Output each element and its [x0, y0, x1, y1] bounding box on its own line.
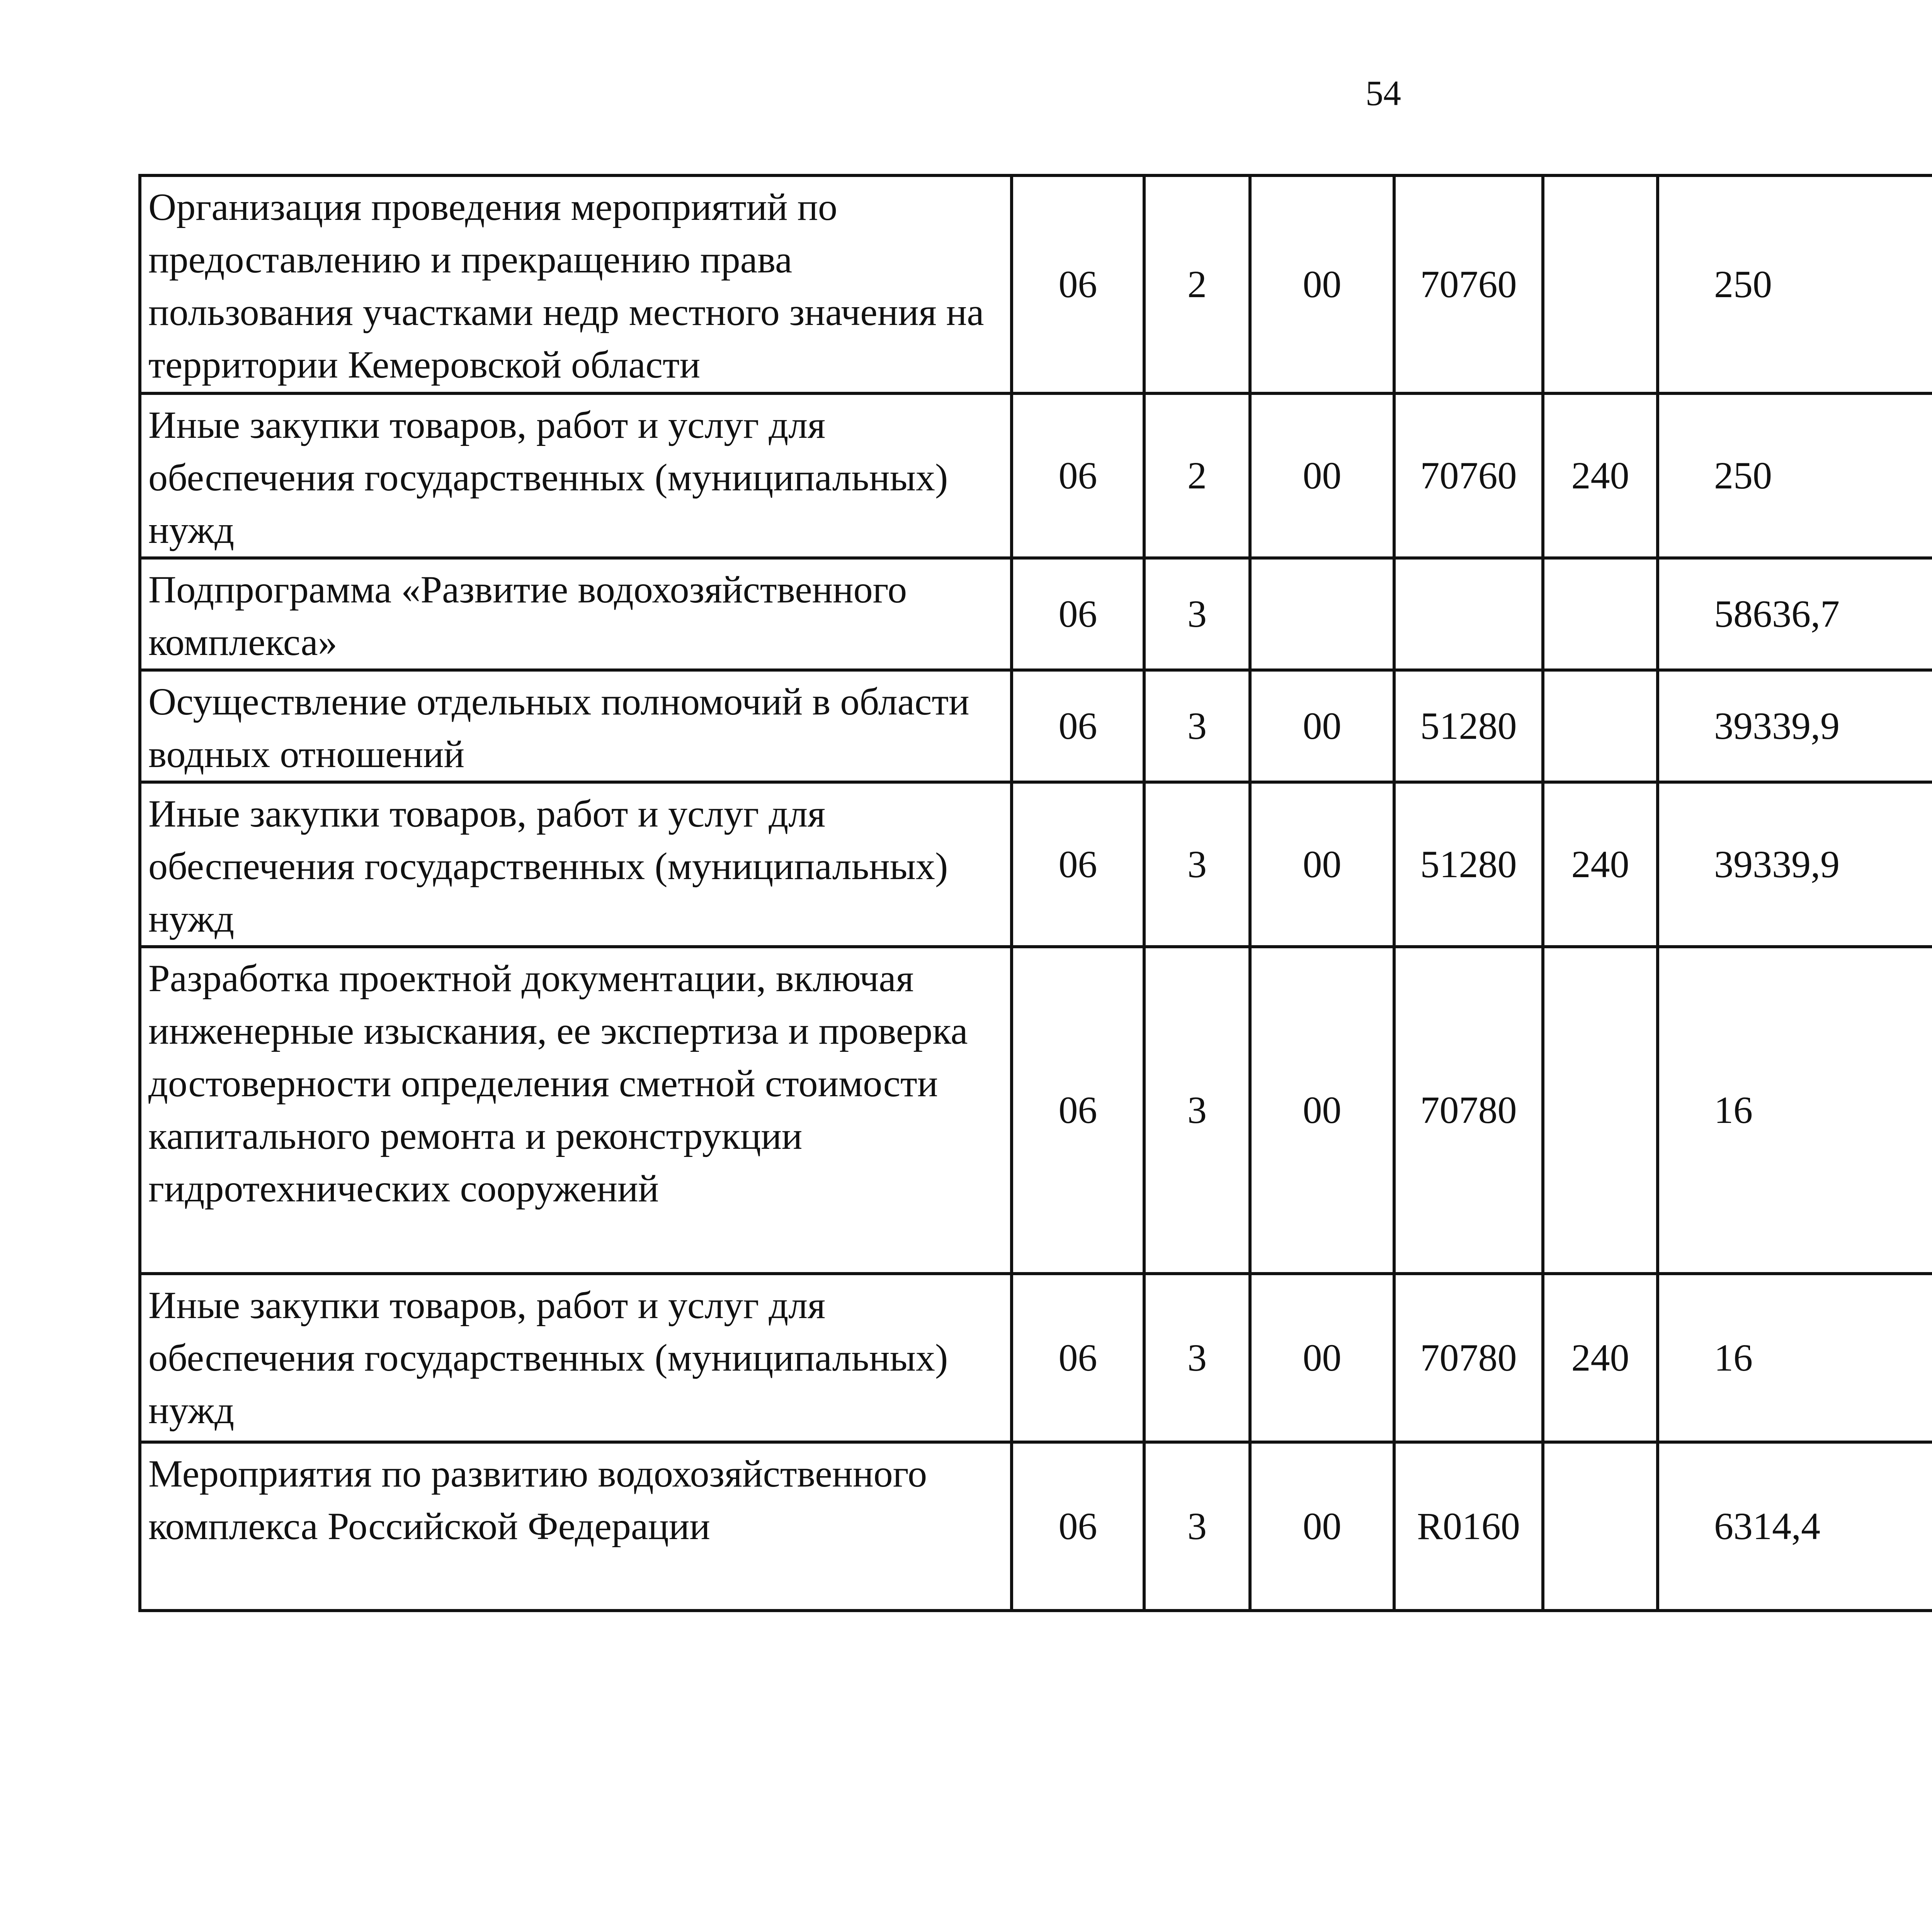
row-name-cell: Подпрограмма «Развитие водохозяйственного комплекса» — [140, 558, 1012, 670]
table-row — [140, 1274, 1932, 1442]
table-row — [140, 1442, 1932, 1611]
row-name-cell: Осуществление отдельных полномочий в области водных отношений — [140, 670, 1012, 782]
table-row — [140, 782, 1932, 947]
subprogram-code-cell: 3 — [1144, 947, 1250, 1274]
section-code-cell: 06 — [1012, 393, 1144, 558]
expense-type-cell: 240 — [1543, 393, 1658, 558]
table-row — [140, 947, 1932, 1274]
direction-code-cell: R0160 — [1394, 1442, 1543, 1611]
direction-code-cell: 70760 — [1394, 393, 1543, 558]
expense-type-cell — [1543, 947, 1658, 1274]
section-code-cell: 06 — [1012, 782, 1144, 947]
subprogram-code-cell: 2 — [1144, 393, 1250, 558]
main-activity-code-cell: 00 — [1250, 782, 1394, 947]
section-code-cell: 06 — [1012, 558, 1144, 670]
amount-year-1-cell: 58636,7 — [1658, 558, 1932, 670]
amount-year-1-cell: 39339,9 — [1658, 782, 1932, 947]
subprogram-code-cell: 3 — [1144, 782, 1250, 947]
section-code-cell: 06 — [1012, 1442, 1144, 1611]
row-name-cell: Мероприятия по развитию водохозяйственного комплекса Российской Федерации — [140, 1442, 1012, 1611]
row-name-cell: Иные закупки товаров, работ и услуг для обеспечения государственных (муниципальных) нужд — [140, 782, 1012, 947]
amount-year-1-cell: 16 — [1658, 947, 1932, 1274]
subprogram-code-cell: 3 — [1144, 1442, 1250, 1611]
expense-type-cell — [1543, 670, 1658, 782]
direction-code-cell: 51280 — [1394, 782, 1543, 947]
section-code-cell: 06 — [1012, 947, 1144, 1274]
expense-type-cell — [1543, 175, 1658, 393]
table-row — [140, 393, 1932, 558]
main-activity-code-cell: 00 — [1250, 1274, 1394, 1442]
subprogram-code-cell: 3 — [1144, 1274, 1250, 1442]
main-activity-code-cell: 00 — [1250, 393, 1394, 558]
section-code-cell: 06 — [1012, 175, 1144, 393]
row-name-cell: Иные закупки товаров, работ и услуг для обеспечения государственных (муниципальных) нужд — [140, 1274, 1012, 1442]
row-name-cell: Разработка проектной документации, включая инженерные изыскания, ее экспертиза и проверка достоверности определения сметной стоимости капитального ремонта и реконструкции гидротехнических сооружений — [140, 947, 1012, 1274]
main-activity-code-cell: 00 — [1250, 1442, 1394, 1611]
amount-year-1-cell: 250 — [1658, 393, 1932, 558]
direction-code-cell: 51280 — [1394, 670, 1543, 782]
expense-type-cell: 240 — [1543, 1274, 1658, 1442]
direction-code-cell — [1394, 558, 1543, 670]
amount-year-1-cell: 250 — [1658, 175, 1932, 393]
main-activity-code-cell: 00 — [1250, 947, 1394, 1274]
direction-code-cell: 70780 — [1394, 947, 1543, 1274]
main-activity-code-cell: 00 — [1250, 670, 1394, 782]
table-row — [140, 558, 1932, 670]
direction-code-cell: 70760 — [1394, 175, 1543, 393]
table-row — [140, 670, 1932, 782]
amount-year-1-cell: 6314,4 — [1658, 1442, 1932, 1611]
expense-type-cell: 240 — [1543, 782, 1658, 947]
page-number: 54 — [1366, 73, 1401, 113]
main-activity-code-cell — [1250, 558, 1394, 670]
subprogram-code-cell: 2 — [1144, 175, 1250, 393]
expense-type-cell — [1543, 1442, 1658, 1611]
expense-type-cell — [1543, 558, 1658, 670]
row-name-cell: Иные закупки товаров, работ и услуг для обеспечения государственных (муниципальных) нужд — [140, 393, 1012, 558]
row-name-cell: Организация проведения мероприятий по предоставлению и прекращению права пользования участками недр местного значения на территории Кемеровской области — [140, 175, 1012, 393]
amount-year-1-cell: 39339,9 — [1658, 670, 1932, 782]
amount-year-1-cell: 16 — [1658, 1274, 1932, 1442]
budget-table — [138, 174, 1932, 1612]
subprogram-code-cell: 3 — [1144, 558, 1250, 670]
direction-code-cell: 70780 — [1394, 1274, 1543, 1442]
table-row — [140, 175, 1932, 393]
main-activity-code-cell: 00 — [1250, 175, 1394, 393]
section-code-cell: 06 — [1012, 670, 1144, 782]
section-code-cell: 06 — [1012, 1274, 1144, 1442]
subprogram-code-cell: 3 — [1144, 670, 1250, 782]
